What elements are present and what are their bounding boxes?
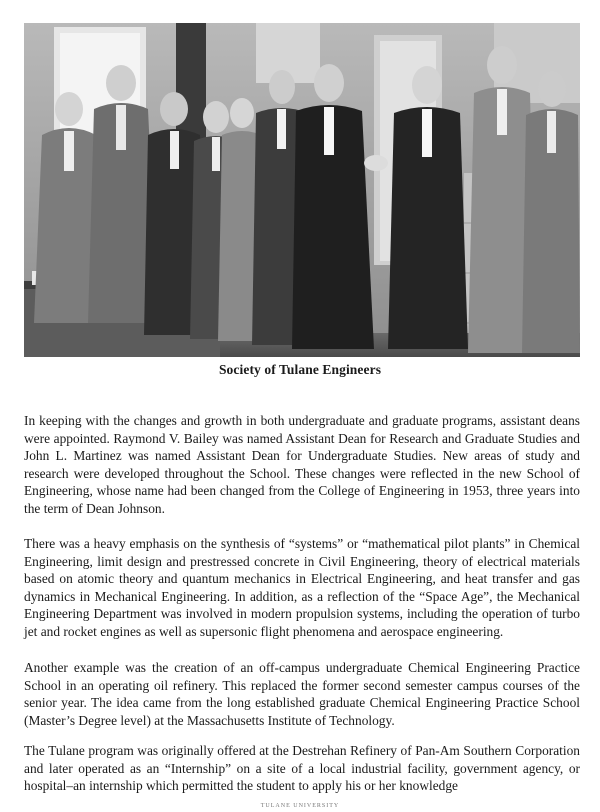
group-photo [24, 23, 580, 357]
paragraph: In keeping with the changes and growth in both undergraduate and graduate programs, assistant deans were appointed. Raymond V. Bailey was named Assistant Dean for Research and Graduate Studies and John L. Martinez was named Assistant Dean for Undergraduate Studies. New areas of study and research were developed throughout the School. These changes were reflected in the new School of Engineering, whose name had been changed from the College of Engineering in 1953, three years into the term of Dean Johnson. [24, 413, 580, 516]
group-photo-image [24, 23, 580, 357]
page-footer: TULANE UNIVERSITY [260, 803, 340, 809]
figure-caption: Society of Tulane Engineers [218, 362, 382, 377]
paragraph: The Tulane program was originally offered at the Destrehan Refinery of Pan-Am Southern Corporation and later operated as an “Internship” on a site of a local industrial facility, government agency, or hospital–an internship which permitted the student to apply his or her knowledge [24, 743, 580, 794]
paragraph: Another example was the creation of an off-campus undergraduate Chemical Engineering Practice School in an operating oil refinery. This replaced the former second semester campus courses of the senior year. The idea came from the long established graduate Chemical Engineering Practice School (Master’s Degree level) at the Massachusetts Institute of Technology. [24, 660, 580, 728]
paragraph: There was a heavy emphasis on the synthesis of “systems” or “mathematical pilot plants” in Chemical Engineering, limit design and prestressed concrete in Civil Engineering, theory of electrical materials based on atomic theory and quantum mechanics in Electrical Engineering, and heat transfer and gas dynamics in Mechanical Engineering. In addition, as a reflection of the “Space Age”, the Mechanical Engineering Department was involved in modern propulsion systems, including the operation of turbo jet and rocket engines as well as supersonic flight phenomena and aerospace engineering. [24, 536, 580, 639]
